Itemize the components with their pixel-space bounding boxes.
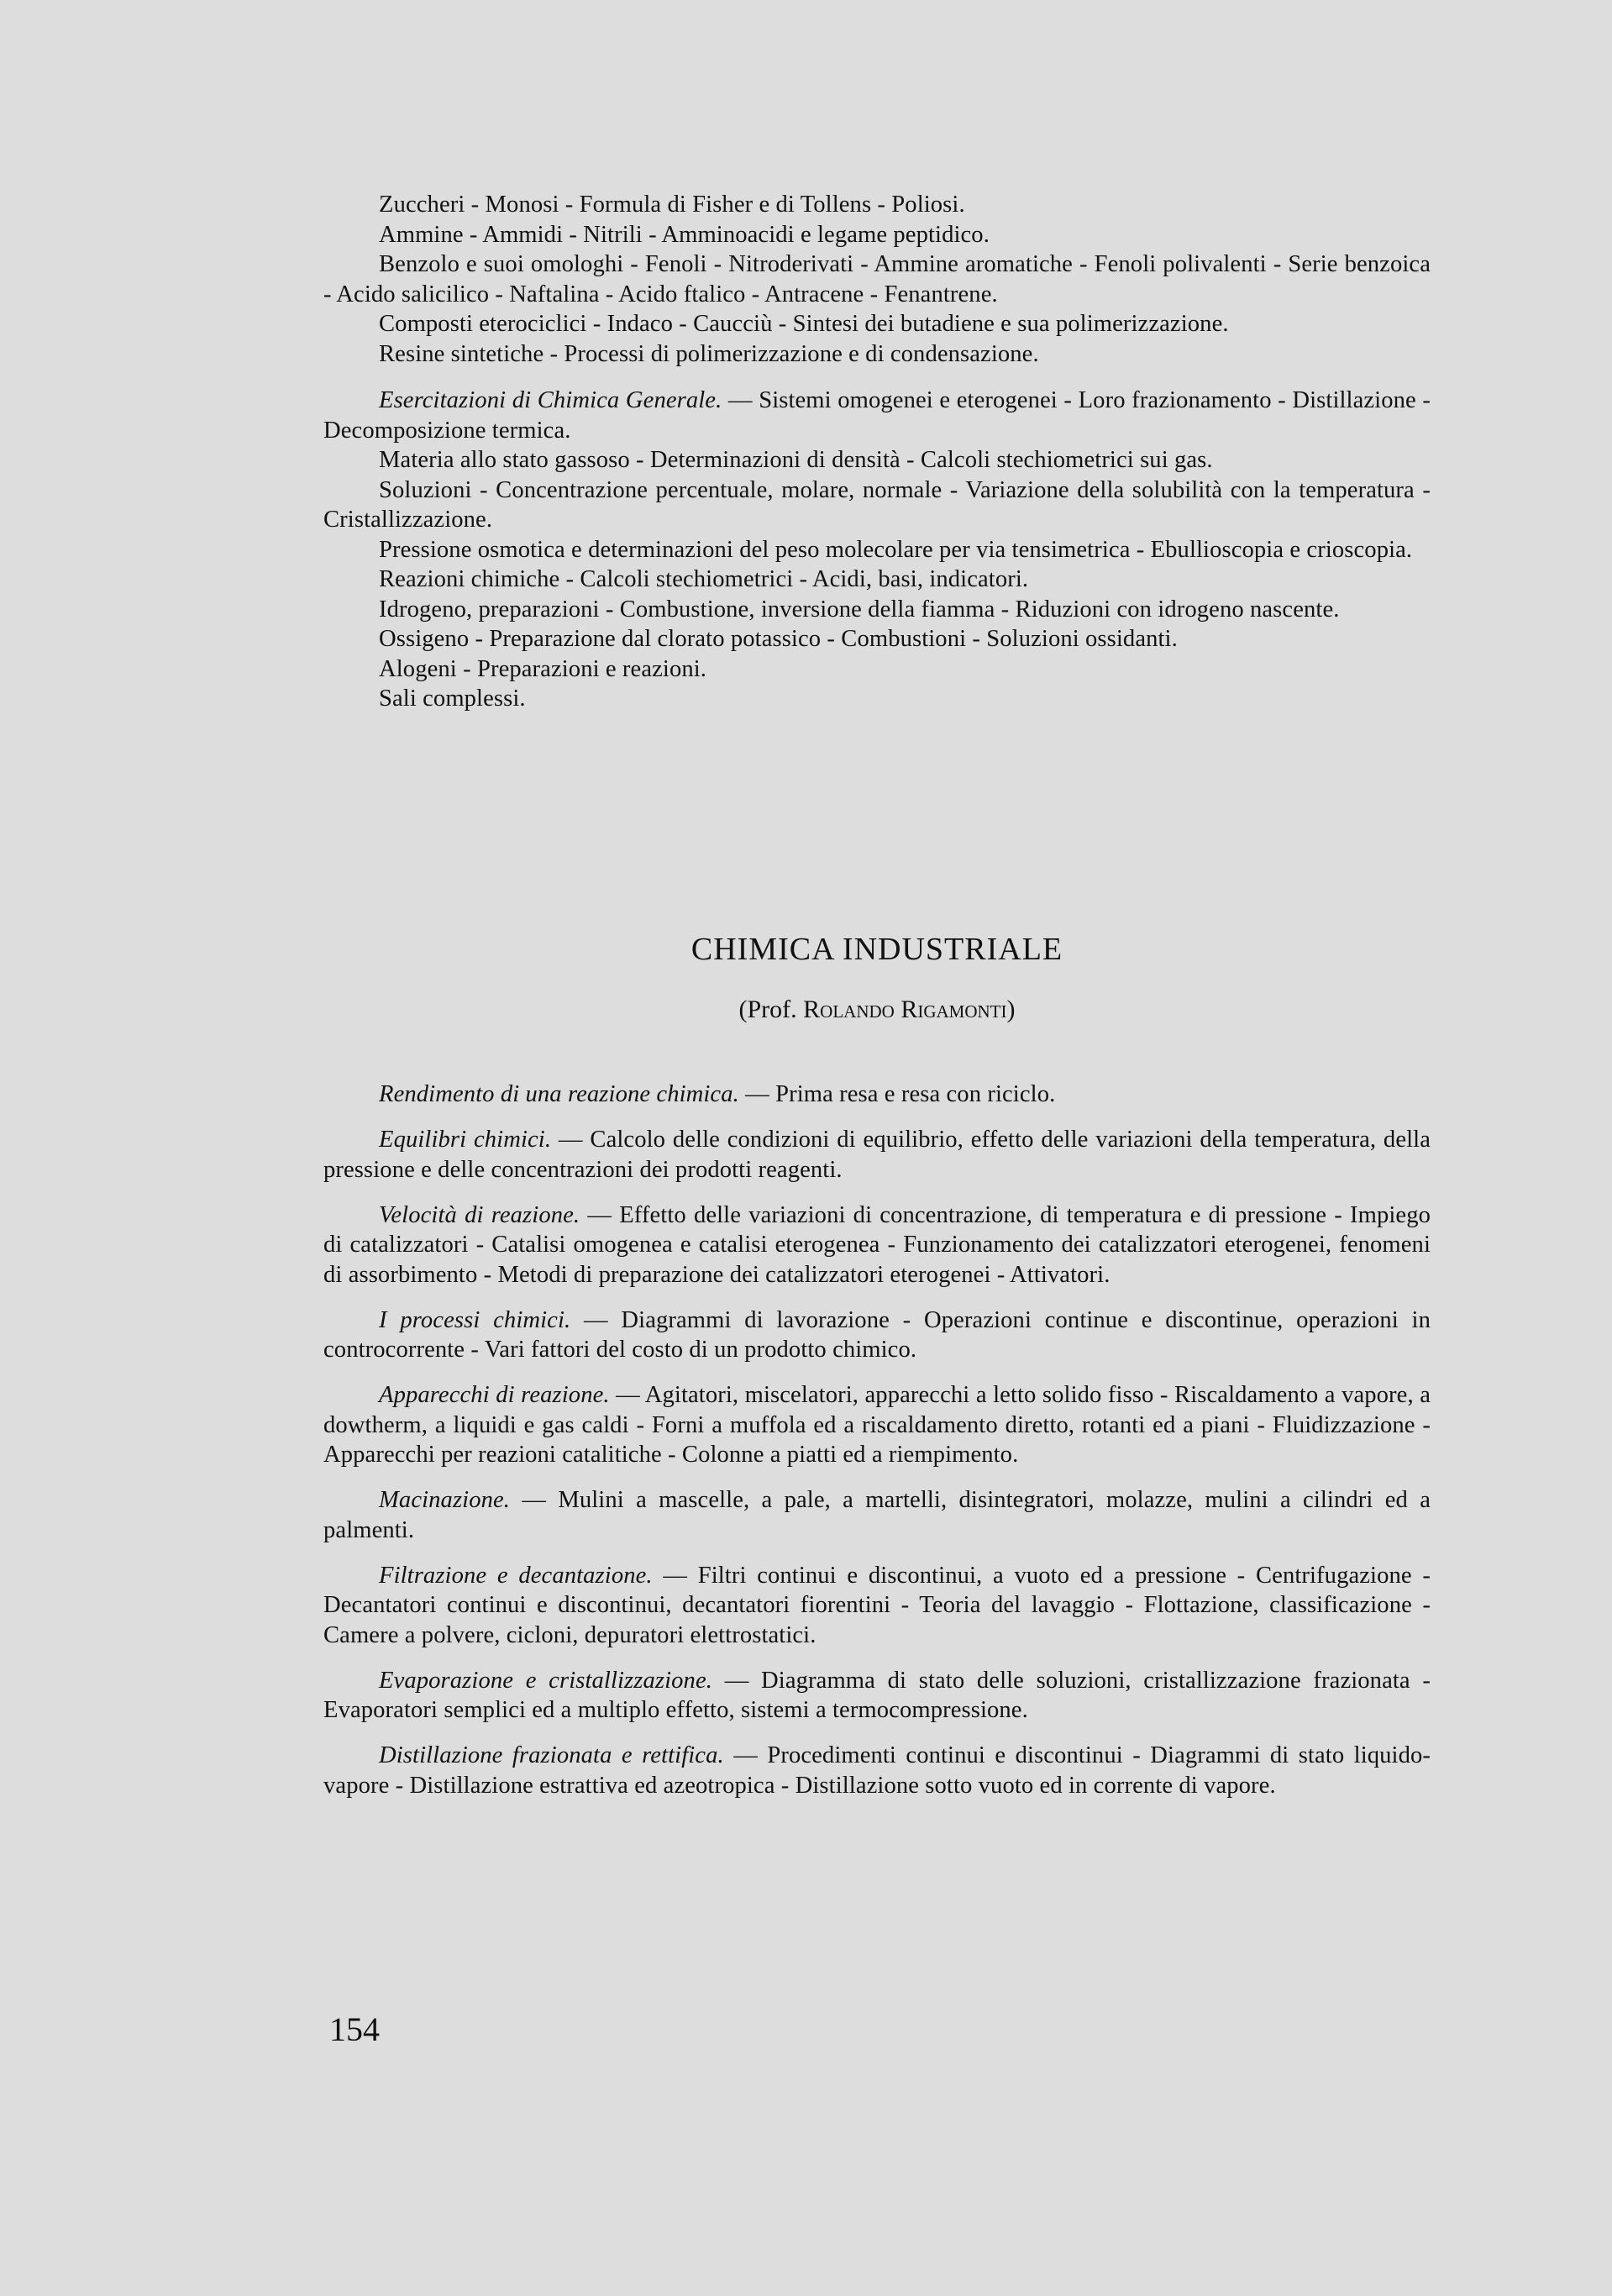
topic-heading: Distillazione frazionata e rettifica. bbox=[379, 1742, 724, 1768]
industrial-chemistry-topics bbox=[323, 1080, 1431, 1816]
topic-line: Ammine - Ammidi - Nitrili - Amminoacidi e legame peptidico. bbox=[379, 221, 990, 248]
topic-text: — Mulini a mascelle, a pale, a martelli, disintegratori, molazze, mulini a cilindri ed a palmenti. bbox=[323, 1487, 1431, 1543]
professor-name: Rolando Rigamonti bbox=[803, 996, 1007, 1023]
exercises-heading: Esercitazioni di Chimica Generale. bbox=[379, 387, 722, 413]
exercise-line: Pressione osmotica e determinazioni del peso molecolare per via tensimetrica - Ebullioscopia e crioscopia. bbox=[379, 536, 1413, 563]
professor-suffix: ) bbox=[1006, 996, 1016, 1023]
exercises-paragraph bbox=[323, 386, 1431, 445]
organic-chemistry-topics bbox=[323, 190, 1431, 714]
topic-paragraph bbox=[323, 1741, 1431, 1800]
topic-text: — Prima resa e resa con riciclo. bbox=[745, 1081, 1056, 1107]
topic-line: Benzolo e suoi omologhi - Fenoli - Nitroderivati - Ammine aromatiche - Fenoli polivalenti - Serie benzoica - Acido salicilico - Naftalina - Acido ftalico - Antracene - Fenantrene. bbox=[323, 251, 1431, 307]
topic-paragraph bbox=[323, 1561, 1431, 1651]
topic-heading: Apparecchi di reazione. bbox=[379, 1382, 610, 1408]
exercise-line: Ossigeno - Preparazione dal clorato potassico - Combustioni - Soluzioni ossidanti. bbox=[379, 626, 1178, 652]
topic-text: — Calcolo delle condizioni di equilibrio, effetto delle variazioni della temperatura, della pressione e delle concentrazioni dei prodotti reagenti. bbox=[323, 1127, 1431, 1183]
exercise-line: Alogeni - Preparazioni e reazioni. bbox=[379, 655, 707, 682]
topic-heading: Filtrazione e decantazione. bbox=[379, 1562, 653, 1589]
topic-text: — Agitatori, miscelatori, apparecchi a letto solido fisso - Riscaldamento a vapore, a dowtherm, a liquidi e gas caldi - Forni a muffola ed a riscaldamento diretto, rotanti ed a piani - Fluidizzazione - Apparecchi per reazioni catalitiche - Colonne a piatti ed a riempimento. bbox=[323, 1382, 1431, 1468]
exercise-line: Idrogeno, preparazioni - Combustione, inversione della fiamma - Riduzioni con idrogeno nascente. bbox=[379, 596, 1340, 623]
topic-paragraph bbox=[323, 1666, 1431, 1726]
exercise-line: Materia allo stato gassoso - Determinazioni di densità - Calcoli stechiometrici sui gas. bbox=[379, 447, 1213, 473]
topic-heading: Macinazione. bbox=[379, 1487, 511, 1513]
topic-line: Zuccheri - Monosi - Formula di Fisher e di Tollens - Poliosi. bbox=[379, 192, 965, 218]
topic-text: — Diagrammi di lavorazione - Operazioni continue e discontinue, operazioni in controcorrente - Vari fattori del costo di un prodotto chimico. bbox=[323, 1306, 1431, 1363]
topic-paragraph bbox=[323, 1306, 1431, 1365]
professor-line bbox=[323, 996, 1431, 1024]
professor-prefix: (Prof. bbox=[738, 996, 797, 1023]
exercise-text: — Sistemi omogenei e eterogenei - Loro frazionamento - Distillazione - Decomposizione termica. bbox=[323, 387, 1431, 444]
topic-line: Composti eterociclici - Indaco - Caucciù - Sintesi dei butadiene e sua polimerizzazione. bbox=[379, 311, 1229, 337]
topic-paragraph bbox=[323, 1485, 1431, 1545]
topic-text: — Procedimenti continui e discontinui - Diagrammi di stato liquido-vapore - Distillazione estrattiva ed azeotropica - Distillazione sotto vuoto ed in corrente di vapore. bbox=[323, 1742, 1431, 1799]
exercise-line: Reazioni chimiche - Calcoli stechiometrici - Acidi, basi, indicatori. bbox=[379, 566, 1029, 592]
topic-text: — Diagramma di stato delle soluzioni, cristallizzazione frazionata - Evaporatori semplici ed a multiplo effetto, sistemi a termocompressione. bbox=[323, 1667, 1431, 1723]
topic-paragraph bbox=[323, 1201, 1431, 1290]
topic-heading: Rendimento di una reazione chimica. bbox=[379, 1081, 739, 1107]
section-title: CHIMICA INDUSTRIALE bbox=[690, 932, 1063, 967]
topic-line: Resine sintetiche - Processi di polimerizzazione e di condensazione. bbox=[379, 340, 1039, 367]
spacer bbox=[323, 369, 1431, 386]
topic-heading: Evaporazione e cristallizzazione. bbox=[379, 1667, 712, 1694]
topic-paragraph bbox=[323, 1080, 1431, 1110]
topic-heading: I processi chimici. bbox=[379, 1306, 571, 1333]
topic-heading: Velocità di reazione. bbox=[379, 1201, 580, 1228]
topic-text: — Effetto delle variazioni di concentrazione, di temperatura e di pressione - Impiego di catalizzatori - Catalisi omogenea e catalisi eterogenea - Funzionamento dei catalizzatori eterogenei, fenomeni di assorbimento - Metodi di preparazione dei catalizzatori eterogenei - Attivatori. bbox=[323, 1201, 1431, 1288]
topic-heading: Equilibri chimici. bbox=[379, 1127, 552, 1153]
topic-paragraph bbox=[323, 1125, 1431, 1185]
topic-text: — Filtri continui e discontinui, a vuoto ed a pressione - Centrifugazione - Decantatori continui e discontinui, decantatori fiorentini - Teoria del lavaggio - Flottazione, classificazione - Camere a polvere, cicloni, depuratori elettrostatici. bbox=[323, 1562, 1431, 1648]
exercise-line: Soluzioni - Concentrazione percentuale, molare, normale - Variazione della solubilità con la temperatura - Cristallizzazione. bbox=[323, 476, 1431, 533]
topic-paragraph bbox=[323, 1380, 1431, 1470]
exercise-line: Sali complessi. bbox=[379, 686, 526, 712]
page-number: 154 bbox=[329, 2010, 380, 2048]
